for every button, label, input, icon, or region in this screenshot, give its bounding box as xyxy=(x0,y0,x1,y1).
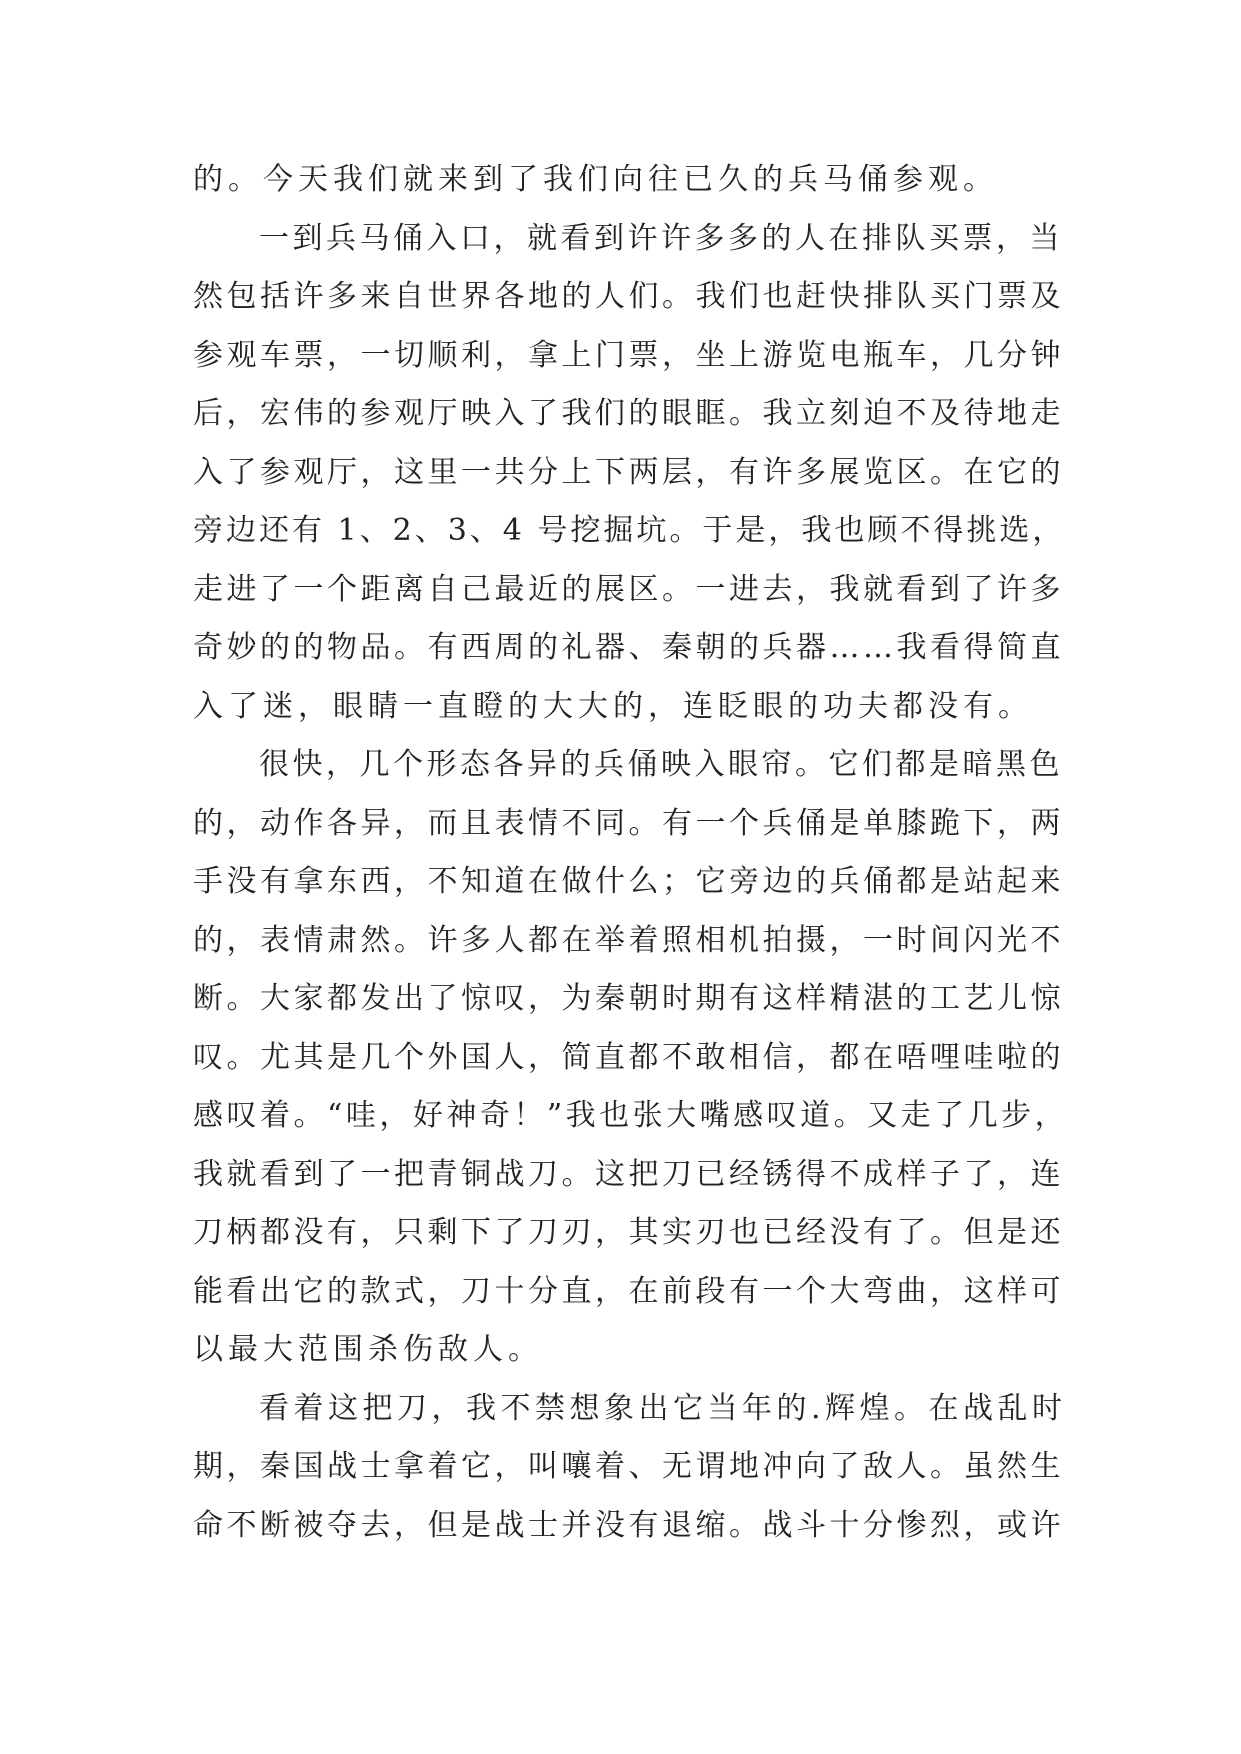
text-line: 能看出它的款式，刀十分直，在前段有一个大弯曲，这样可 xyxy=(193,1273,1064,1309)
text-line: 一到兵马俑入口，就看到许许多多的人在排队买票，当 xyxy=(259,220,1063,256)
text-line: 的，表情肃然。许多人都在举着照相机拍摄，一时间闪光不 xyxy=(193,922,1064,958)
text-line: 然包括许多来自世界各地的人们。我们也赶快排队买门票及 xyxy=(193,279,1064,314)
text-line: 感叹着。“哇，好神奇！”我也张大嘴感叹道。又走了几步， xyxy=(193,1098,1069,1133)
text-line: 叹。尤其是几个外国人，简直都不敢相信，都在唔哩哇啦的 xyxy=(193,1039,1064,1075)
text-line: 手没有拿东西，不知道在做什么；它旁边的兵俑都是站起来 xyxy=(193,864,1064,899)
text-line: 断。大家都发出了惊叹，为秦朝时期有这样精湛的工艺儿惊 xyxy=(193,981,1064,1016)
text-line: 的，动作各异，而且表情不同。有一个兵俑是单膝跪下，两 xyxy=(193,805,1064,841)
text-line: 入了参观厅，这里一共分上下两层，有许多展览区。在它的 xyxy=(193,454,1064,490)
text-line: 以最大范围杀伤敌人。 xyxy=(193,1332,543,1367)
text-line: 看着这把刀，我不禁想象出它当年的.辉煌。在战乱时 xyxy=(259,1390,1067,1426)
text-line: 期，秦国战士拿着它，叫嚷着、无谓地冲向了敌人。虽然生 xyxy=(193,1449,1064,1484)
text-line: 很快，几个形态各异的兵俑映入眼帘。它们都是暗黑色 xyxy=(259,747,1063,782)
text-line: 我就看到了一把青铜战刀。这把刀已经锈得不成样子了，连 xyxy=(193,1156,1064,1192)
text-line: 入了迷，眼睛一直瞪的大大的，连眨眼的功夫都没有。 xyxy=(193,688,1033,724)
body-text xyxy=(193,151,1073,1555)
text-line: 旁边还有 1、2、3、4 号挖掘坑。于是，我也顾不得挑选， xyxy=(193,513,1066,548)
text-line: 奇妙的的物品。有西周的礼器、秦朝的兵器……我看得简直 xyxy=(193,630,1064,665)
text-line: 命不断被夺去，但是战士并没有退缩。战斗十分惨烈，或许 xyxy=(193,1507,1064,1543)
text-line: 后，宏伟的参观厅映入了我们的眼眶。我立刻迫不及待地走 xyxy=(193,396,1064,431)
text-line: 的。今天我们就来到了我们向往已久的兵马俑参观。 xyxy=(193,162,998,197)
text-line: 刀柄都没有，只剩下了刀刃，其实刃也已经没有了。但是还 xyxy=(193,1215,1064,1250)
text-line: 走进了一个距离自己最近的展区。一进去，我就看到了许多 xyxy=(193,571,1064,607)
text-line: 参观车票，一切顺利，拿上门票，坐上游览电瓶车，几分钟 xyxy=(193,337,1064,373)
